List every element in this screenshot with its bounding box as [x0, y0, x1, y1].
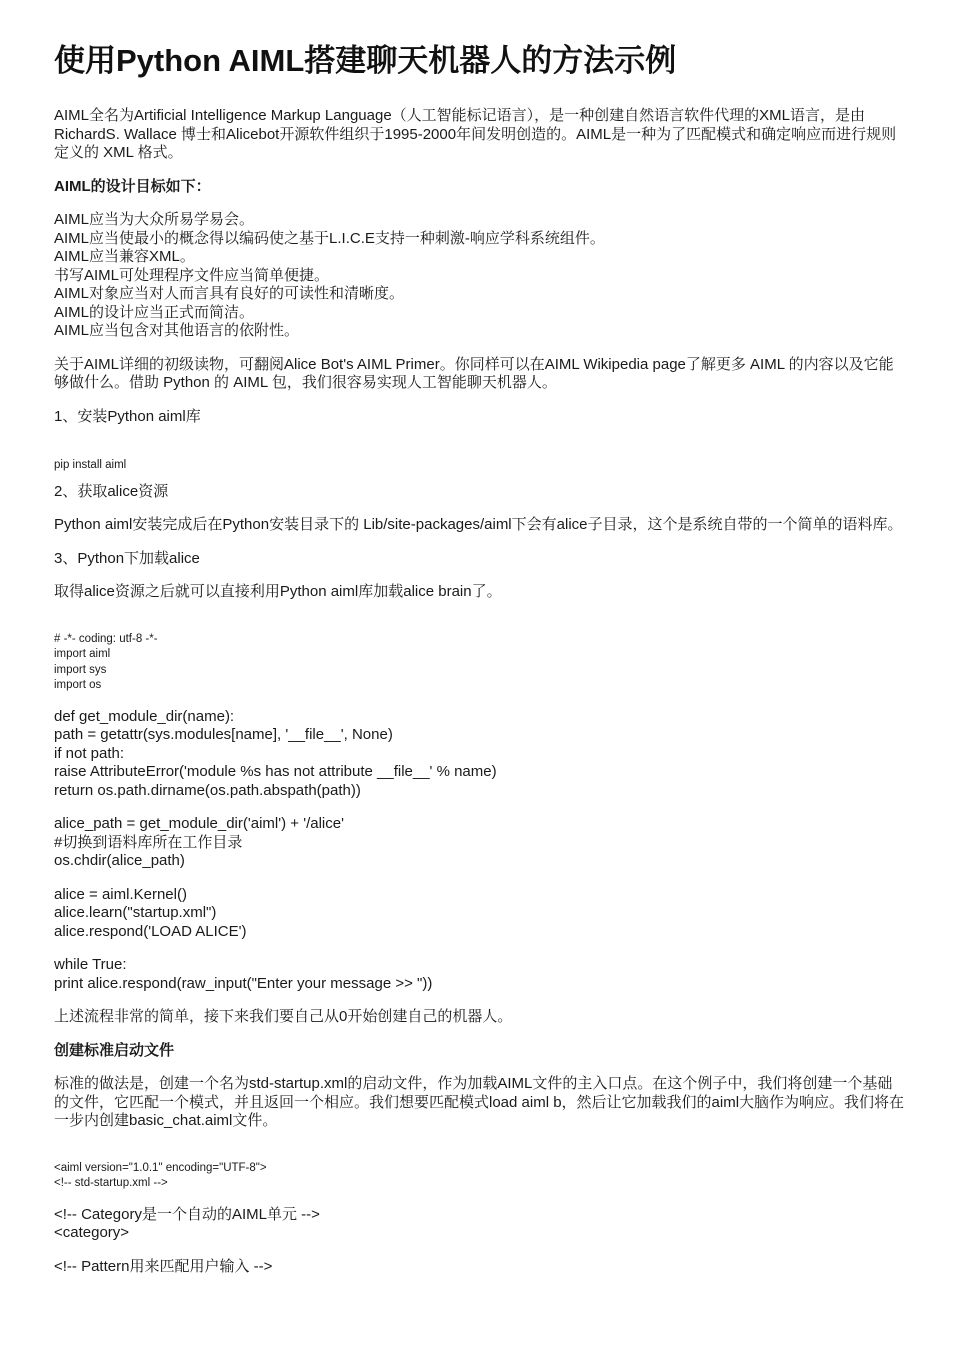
startup-paragraph: 标准的做法是，创建一个名为std-startup.xml的启动文件，作为加载AIML文件的主入口点。在这个例子中，我们将创建一个基础的文件，它匹配一个模式，并且返回一个相应。我们想要匹配模式load aiml b，然后让它加载我们的aiml大脑作为响应。我们将在一步内创建basic_chat.aiml文件。 [54, 1075, 905, 1129]
code-line: <category> [54, 1224, 130, 1241]
code-line: # -*- coding: utf-8 -*- [54, 632, 158, 645]
code-line: raise AttributeError('module %s has not attribute __file__' % name) [54, 763, 497, 780]
code-line: import sys [54, 663, 107, 676]
code-line: path = getattr(sys.modules[name], '__file__', None) [54, 726, 393, 743]
code-line: alice_path = get_module_dir('aiml') + '/alice' [54, 815, 344, 832]
code-func-block [54, 708, 906, 801]
code-loop-block [54, 956, 906, 993]
code-line: alice.learn("startup.xml") [54, 904, 217, 921]
code-line: return os.path.dirname(os.path.abspath(path)) [54, 781, 361, 799]
code-line: <!-- std-startup.xml --> [54, 1177, 168, 1189]
summary-paragraph: 上述流程非常的简单，接下来我们要自己从0开始创建自己的机器人。 [54, 1008, 513, 1025]
startup-heading: 创建标准启动文件 [54, 1041, 175, 1059]
list-item: AIML应当为大众所易学易会。 [54, 211, 255, 228]
document-page [54, 0, 906, 1276]
list-item: AIML应当使最小的概念得以编码使之基于L.I.C.E支持一种刺激-响应学科系统组件。 [54, 229, 605, 247]
xml-category-block [54, 1206, 906, 1243]
code-header-block [54, 632, 906, 694]
list-item: AIML对象应当对人而言具有良好的可读性和清晰度。 [54, 285, 405, 302]
xml-header-block [54, 1161, 906, 1192]
step3-paragraph: 取得alice资源之后就可以直接利用Python aiml库加载alice brain了。 [54, 583, 502, 600]
code-line: if not path: [54, 744, 125, 762]
code-line: import os [54, 679, 102, 691]
list-item: AIML的设计应当正式而简洁。 [54, 303, 255, 321]
page-title: 使用Python AIML搭建聊天机器人的方法示例 [54, 43, 677, 78]
intro-paragraph: AIML全名为Artificial Intelligence Markup Language（人工智能标记语言），是一种创建自然语言软件代理的XML语言，是由RichardS. Wallace 博士和Alicebot开源软件组织于1995-2000年间发明创造的。AIML是一种为了匹配模式和确定响应而进行规则定义的 XML 格式。 [54, 107, 897, 161]
code-line: alice.respond('LOAD ALICE') [54, 922, 247, 940]
code-line: <!-- Pattern用来匹配用户输入 --> [54, 1257, 273, 1275]
pip-command: pip install aiml [54, 459, 127, 471]
code-line: <aiml version="1.0.1" encoding="UTF-8"> [54, 1161, 267, 1174]
goals-list [54, 211, 906, 341]
list-item: 书写AIML可处理程序文件应当简单便捷。 [54, 266, 330, 284]
code-line: def get_module_dir(name): [54, 707, 235, 725]
step2-paragraph: Python aiml安装完成后在Python安装目录下的 Lib/site-packages/aiml下会有alice子目录，这个是系统自带的一个简单的语料库。 [54, 516, 903, 533]
list-item: AIML应当包含对其他语言的依附性。 [54, 322, 300, 339]
code-line: alice = aiml.Kernel() [54, 885, 187, 903]
step2-heading: 2、获取alice资源 [54, 482, 169, 500]
code-line: print alice.respond(raw_input("Enter your message >> ")) [54, 974, 433, 992]
step3-heading: 3、Python下加载alice [54, 549, 200, 567]
code-path-block [54, 815, 906, 871]
code-line: while True: [54, 956, 127, 973]
list-item: AIML应当兼容XML。 [54, 248, 195, 265]
primer-paragraph: 关于AIML详细的初级读物，可翻阅Alice Bot's AIML Primer。你同样可以在AIML Wikipedia page了解更多 AIML 的内容以及它能够做什么。借助 Python 的 AIML 包，我们很容易实现人工智能聊天机器人。 [54, 355, 894, 391]
code-kernel-block [54, 886, 906, 942]
code-line: os.chdir(alice_path) [54, 852, 185, 869]
step1-heading: 1、安装Python aiml库 [54, 407, 201, 425]
code-line: import aiml [54, 648, 111, 660]
code-line: <!-- Category是一个自动的AIML单元 --> [54, 1205, 320, 1223]
code-line: #切换到语料库所在工作目录 [54, 833, 243, 851]
goals-heading: AIML的设计目标如下： [54, 177, 211, 195]
